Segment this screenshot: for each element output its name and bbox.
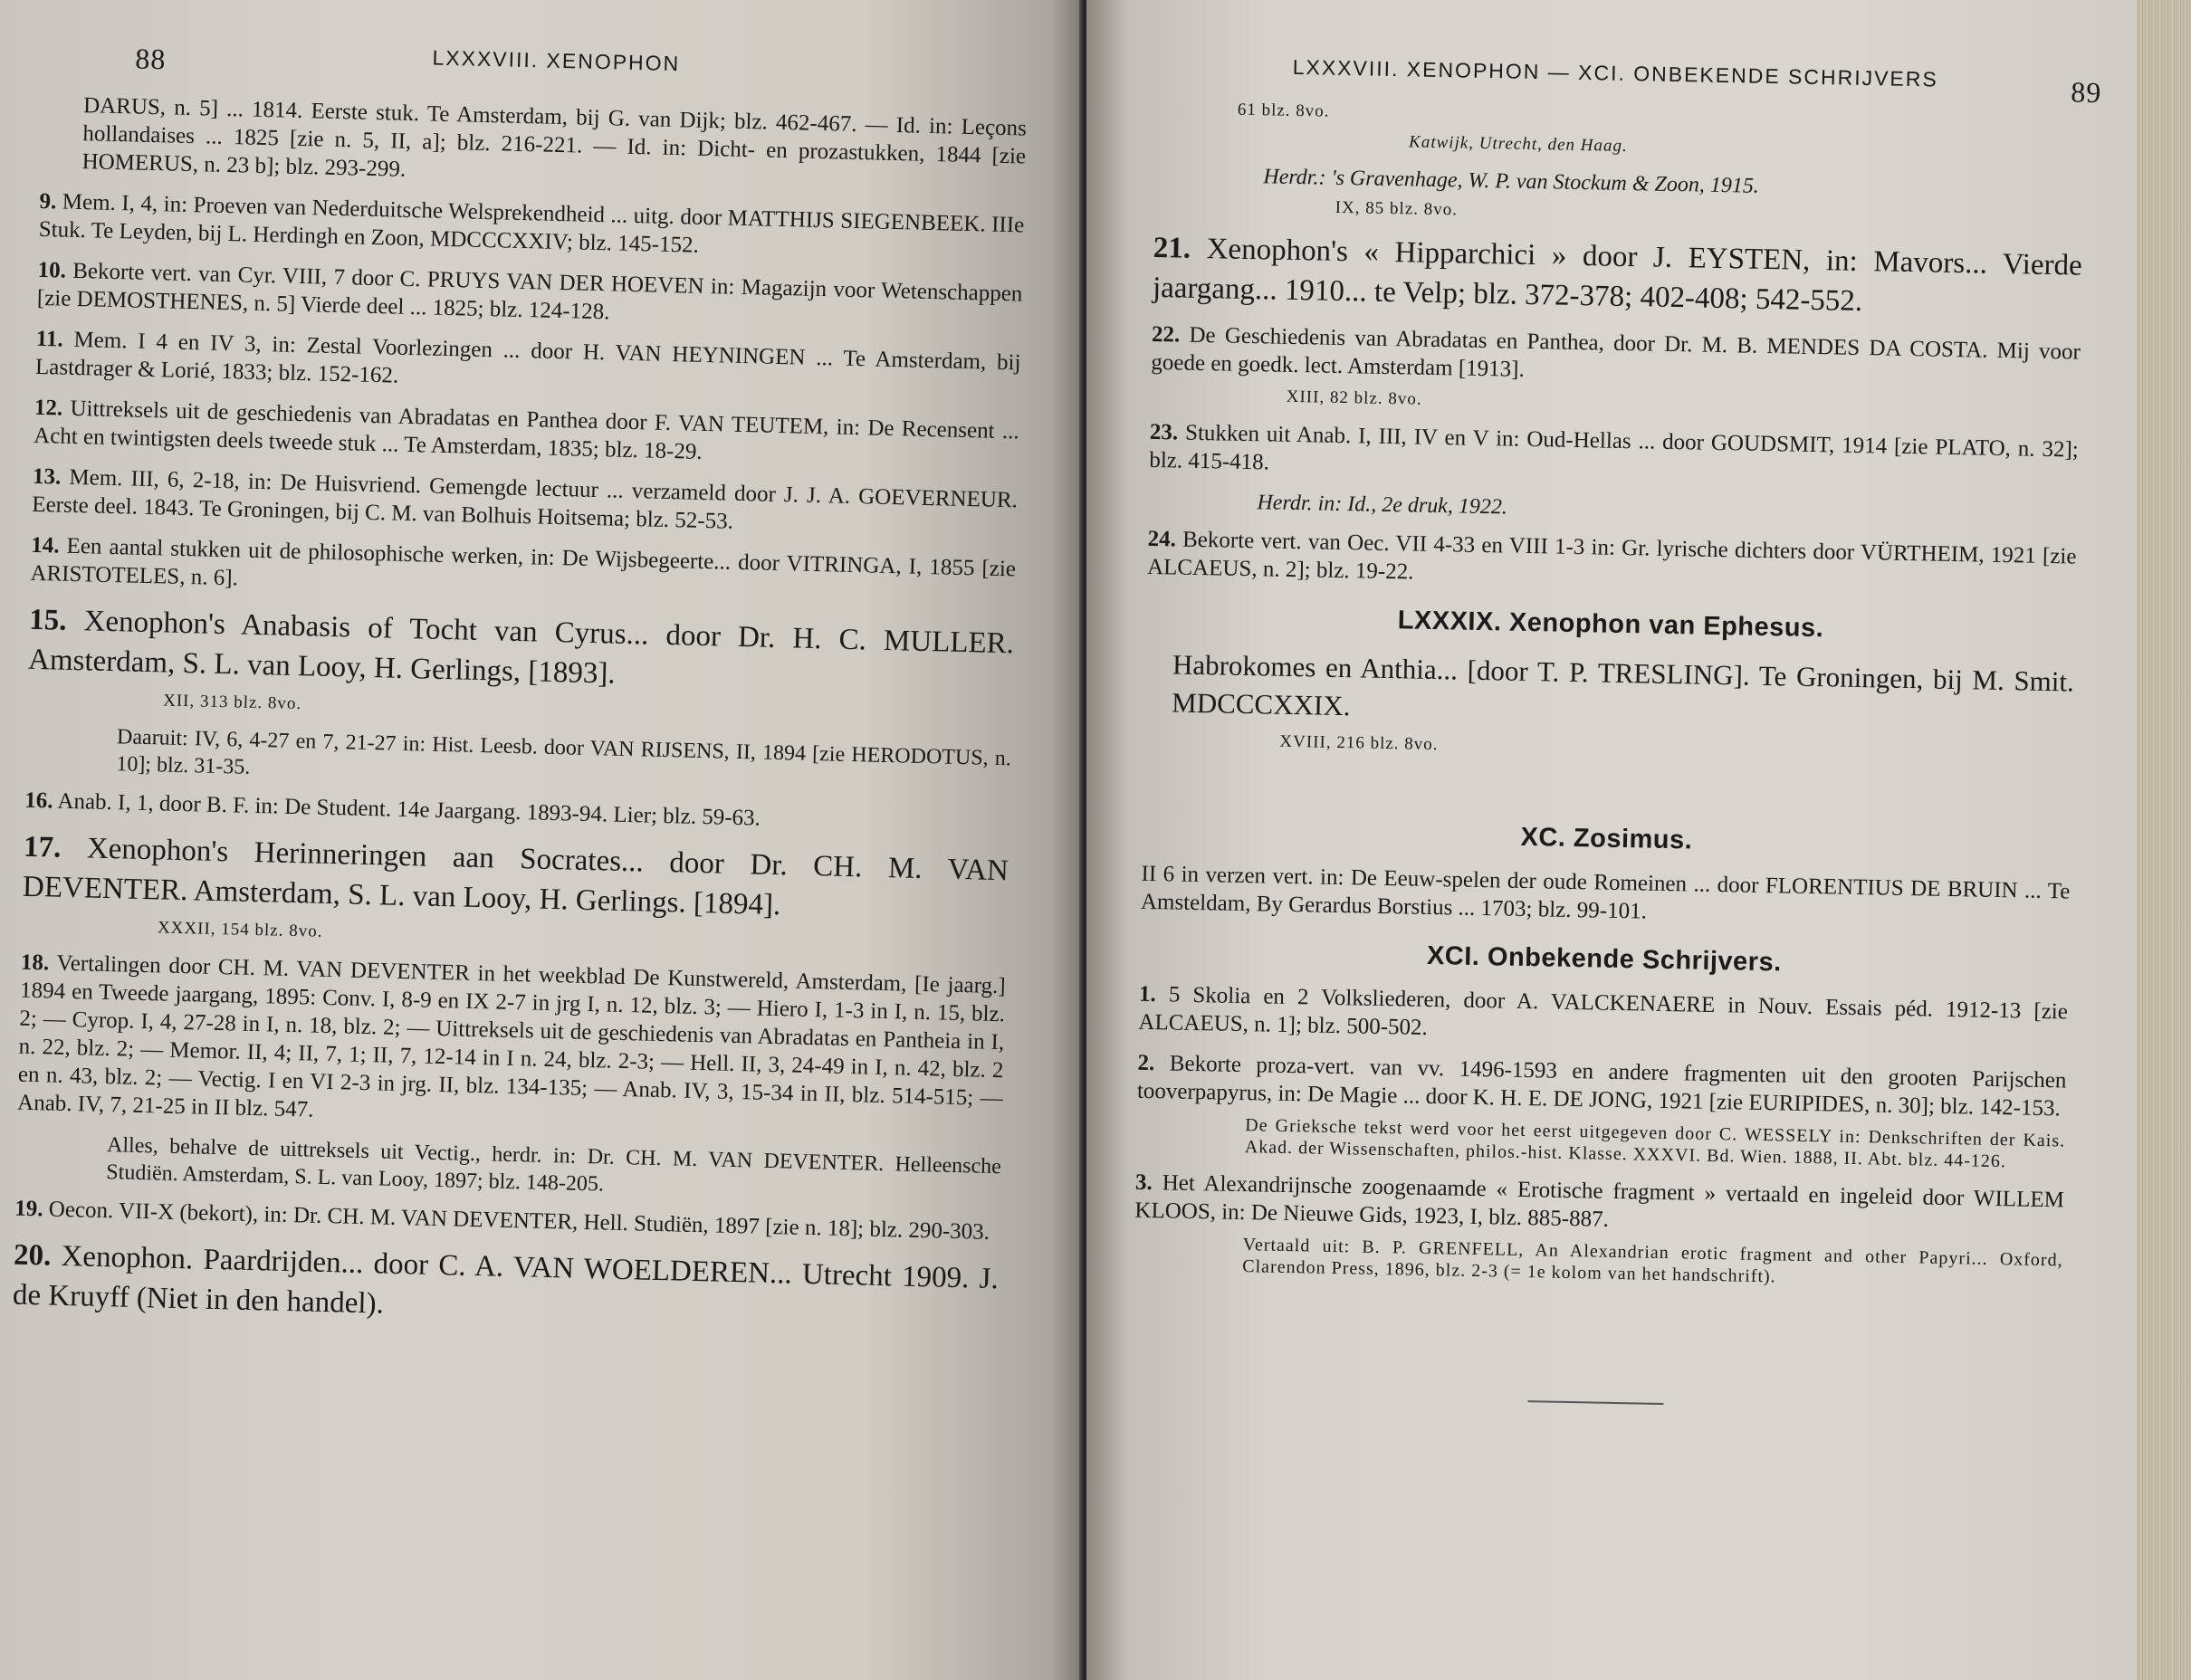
entry-9: 9. Mem. I, 4, in: Proeven van Nederduitsche Welsprekendheid ... uitg. door MATTHIJS SIEGENBEEK. IIIe Stuk. Te Leyden, bij L. Herdingh en Zoon, MDCCCXXIV; blz. 145-152. xyxy=(38,188,1025,258)
entry-16: 16. Anab. I, 1, door B. F. in: De Student. 14e Jaargang. 1893-94. Lier; blz. 59-63. xyxy=(24,788,761,831)
section-heading-89: LXXXIX. Xenophon van Ephesus. xyxy=(1397,606,1824,644)
entry-24: 24. Bekorte vert. van Oec. VII 4-33 en VIII 1-3 in: Gr. lyrische dichters door VÜRTHEIM, 1921 [zie ALCAEUS, n. 2]; blz. 19-22. xyxy=(1146,526,2077,585)
entry-22-collation: XIII, 82 blz. 8vo. xyxy=(1286,387,1422,409)
section-91-entry-2-note: De Grieksche tekst werd voor het eerst uitgegeven door C. WESSELY in: Denkschriften der Kais. Akad. der Wissenschaften, philos.-hist. Klasse. XXXVI. Bd. Wien. 1888, II. Abt. blz. 44-126. xyxy=(1244,1115,2066,1172)
right-page xyxy=(1086,0,2137,1680)
entry-18-sub: Alles, behalve de uittreksels uit Vectig., herdr. in: Dr. CH. M. VAN DEVENTER. Helleensche Studiën. Amsterdam, S. L. van Looy, 1897; blz. 148-205. xyxy=(106,1133,1002,1197)
entry-23-sub: Herdr. in: Id., 2e druk, 1922. xyxy=(1257,491,1508,520)
entry-15: 15. Xenophon's Anabasis of Tocht van Cyrus... door Dr. H. C. MULLER. Amsterdam, S. L. van Looy, H. Gerlings, [1893]. xyxy=(27,603,1015,691)
end-rule xyxy=(1527,1400,1663,1405)
right-page-content xyxy=(1132,52,2102,1412)
entry-10: 10. Bekorte vert. van Cyr. VIII, 7 door C. PRUYS VAN DER HOEVEN in: Magazijn voor Wetenschappen [zie DEMOSTHENES, n. 5] Vierde deel ... 1825; blz. 124-128. xyxy=(36,257,1023,325)
section-91-entry-3: 3. Het Alexandrijnsche zoogenaamde « Erotische fragment » vertaald en ingeleid door WILLEM KLOOS, in: De Nieuwe Gids, 1923, I, blz. 885-887. xyxy=(1134,1169,2065,1232)
entry-11: 11. Mem. I 4 en IV 3, in: Zestal Voorlezingen ... door H. VAN HEYNINGEN ... Te Amsterdam, bij Lastdrager & Lorié, 1833; blz. 152-162. xyxy=(34,326,1021,388)
section-90-text: II 6 in verzen vert. in: De Eeuw-spelen der oude Romeinen ... door FLORENTIUS DE BRUIN ... Te Amsteldam, By Gerardus Borstius ... 1703; blz. 99-101. xyxy=(1140,861,2071,924)
entry-21: 21. Xenophon's « Hipparchici » door J. EYSTEN, in: Mavors... Vierde jaargang... 1910... te Velp; blz. 372-378; 402-408; 542-552. xyxy=(1152,231,2083,319)
section-heading-91: XCI. Onbekende Schrijvers. xyxy=(1426,940,1783,978)
top-reprint: Herdr.: 's Gravenhage, W. P. van Stockum & Zoon, 1915. xyxy=(1263,165,1760,198)
entry-23: 23. Stukken uit Anab. I, III, IV en V in: Oud-Hellas ... door GOUDSMIT, 1914 [zie PLATO, n. 32]; blz. 415-418. xyxy=(1149,419,2080,475)
entry-15-collation: XII, 313 blz. 8vo. xyxy=(162,691,302,714)
top-reprint-collation: IX, 85 blz. 8vo. xyxy=(1335,197,1459,220)
entry-18: 18. Vertalingen door CH. M. VAN DEVENTER in het weekblad De Kunstwereld, Amsterdam, [Ie jaarg.] 1894 en Tweede jaargang, 1895: Conv. I, 8-9 en IX 2-7 in jrg I, n. 12, blz. 3; — Hiero I, 1-3 in I, n. 15, blz. 2; — Cyrop. I, 4, 27-28 in I, n. 18, blz. 2; — Uittreksels uit de geschiedenis van Abradatas en Pantheia in I, n. 22, blz. 2; — Memor. II, 4; II, 7, 1; II, 7, 12-14 in I n. 24, blz. 2-3; — Hell. II, 3, 24-49 in I, n. 42, blz. 2 en n. 43, blz. 2; — Vectig. I en VI 2-3 in jrg. II, blz. 134-135; — Anab. IV, 3, 15-34 in II, blz. 514-515; — Anab. IV, 7, 21-25 in II blz. 547. xyxy=(16,950,1006,1122)
entry-12: 12. Uittreksels uit de geschiedenis van Abradatas en Panthea door F. VAN TEUTEM, in: De Recensent ... Acht en twintigsten deels tweede stuk ... Te Amsterdam, 1835; blz. 18-29. xyxy=(33,395,1019,464)
entry-13: 13. Mem. III, 6, 2-18, in: De Huisvriend. Gemengde lectuur ... verzameld door J. J. A. GOEVERNEUR. Eerste deel. 1843. Te Groningen, bij C. M. van Bolhuis Hoitsema; blz. 52-53. xyxy=(32,463,1019,534)
entry-15-sub: Daaruit: IV, 6, 4-27 en 7, 21-27 in: Hist. Leesb. door VAN RIJSENS, II, 1894 [zie HERODOTUS, n. 10]; blz. 31-35. xyxy=(116,725,1012,779)
entry-17-collation: XXXII, 154 blz. 8vo. xyxy=(157,918,323,941)
entry-22: 22. De Geschiedenis van Abradatas en Panthea, door Dr. M. B. MENDES DA COSTA. Mij voor goede en goedk. lect. Amsterdam [1913]. xyxy=(1151,321,2081,382)
section-91-entry-2: 2. Bekorte proza-vert. van vv. 1496-1593 en andere fragmenten uit den grooten Parijschen tooverpapyrus, in: De Magie ... door K. H. E. DE JONG, 1921 [zie EURIPIDES, n. 30]; blz. 142-153. xyxy=(1136,1050,2067,1122)
running-head-title: LXXXVIII. XENOPHON — XCI. ONBEKENDE SCHRIJVERS xyxy=(1292,54,1938,91)
page-number: 88 xyxy=(134,42,167,76)
section-89-collation: XVIII, 216 blz. 8vo. xyxy=(1279,731,1439,755)
entry-continued: DARUS, n. 5] ... 1814. Eerste stuk. Te Amsterdam, bij G. van Dijk; blz. 462-467. — Id. in: Leçons hollandaises ... 1825 [zie n. 5, II, a]; blz. 216-221. — Id. in: Dicht- en prozastukken, 1844 [zie HOMERUS, n. 23 b]; blz. 293-299. xyxy=(81,93,1028,182)
entry-17: 17. Xenophon's Herinneringen aan Socrates... door Dr. CH. M. VAN DEVENTER. Amsterdam, S. L. van Looy, H. Gerlings. [1894]. xyxy=(22,830,1009,922)
page-number: 89 xyxy=(2071,75,2102,110)
section-gap xyxy=(1143,763,2072,814)
running-head-title: LXXXVIII. XENOPHON xyxy=(432,45,681,76)
section-89-text: Habrokomes en Anthia... [door T. P. TRESLING]. Te Groningen, bij M. Smit. MDCCCXXIX. xyxy=(1171,648,2075,722)
entry-14: 14. Een aantal stukken uit de philosophische werken, in: De Wijsbegeerte... door VITRINGA, I, 1855 [zie ARISTOTELES, n. 6]. xyxy=(30,532,1017,591)
left-page xyxy=(0,0,1083,1680)
top-places: Katwijk, Utrecht, den Haag. xyxy=(1408,132,1628,156)
page-block-edge xyxy=(2137,0,2191,1680)
section-91-entry-1: 1. 5 Skolia en 2 Volksliederen, door A. VALCKENAERE in Nouv. Essais péd. 1912-13 [zie ALCAEUS, n. 1]; blz. 500-502. xyxy=(1138,981,2069,1040)
entry-19: 19. Oecon. VII-X (bekort), in: Dr. CH. M. VAN DEVENTER, Hell. Studiën, 1897 [zie n. 18]; blz. 290-303. xyxy=(14,1196,990,1245)
section-91-entry-3-note: Vertaald uit: B. P. GRENFELL, An Alexandrian erotic fragment and other Papyri... Oxford, Clarendon Press, 1896, blz. 2-3 (= 1e kolom van het handschrift). xyxy=(1242,1235,2063,1287)
section-heading-90: XC. Zosimus. xyxy=(1520,822,1693,855)
left-page-content xyxy=(12,36,1028,1339)
entry-20: 20. Xenophon. Paardrijden... door C. A. VAN WOELDEREN... Utrecht 1909. J. de Kruyff (Niet in den handel). xyxy=(12,1238,1000,1321)
top-collation: 61 blz. 8vo. xyxy=(1237,100,1330,121)
